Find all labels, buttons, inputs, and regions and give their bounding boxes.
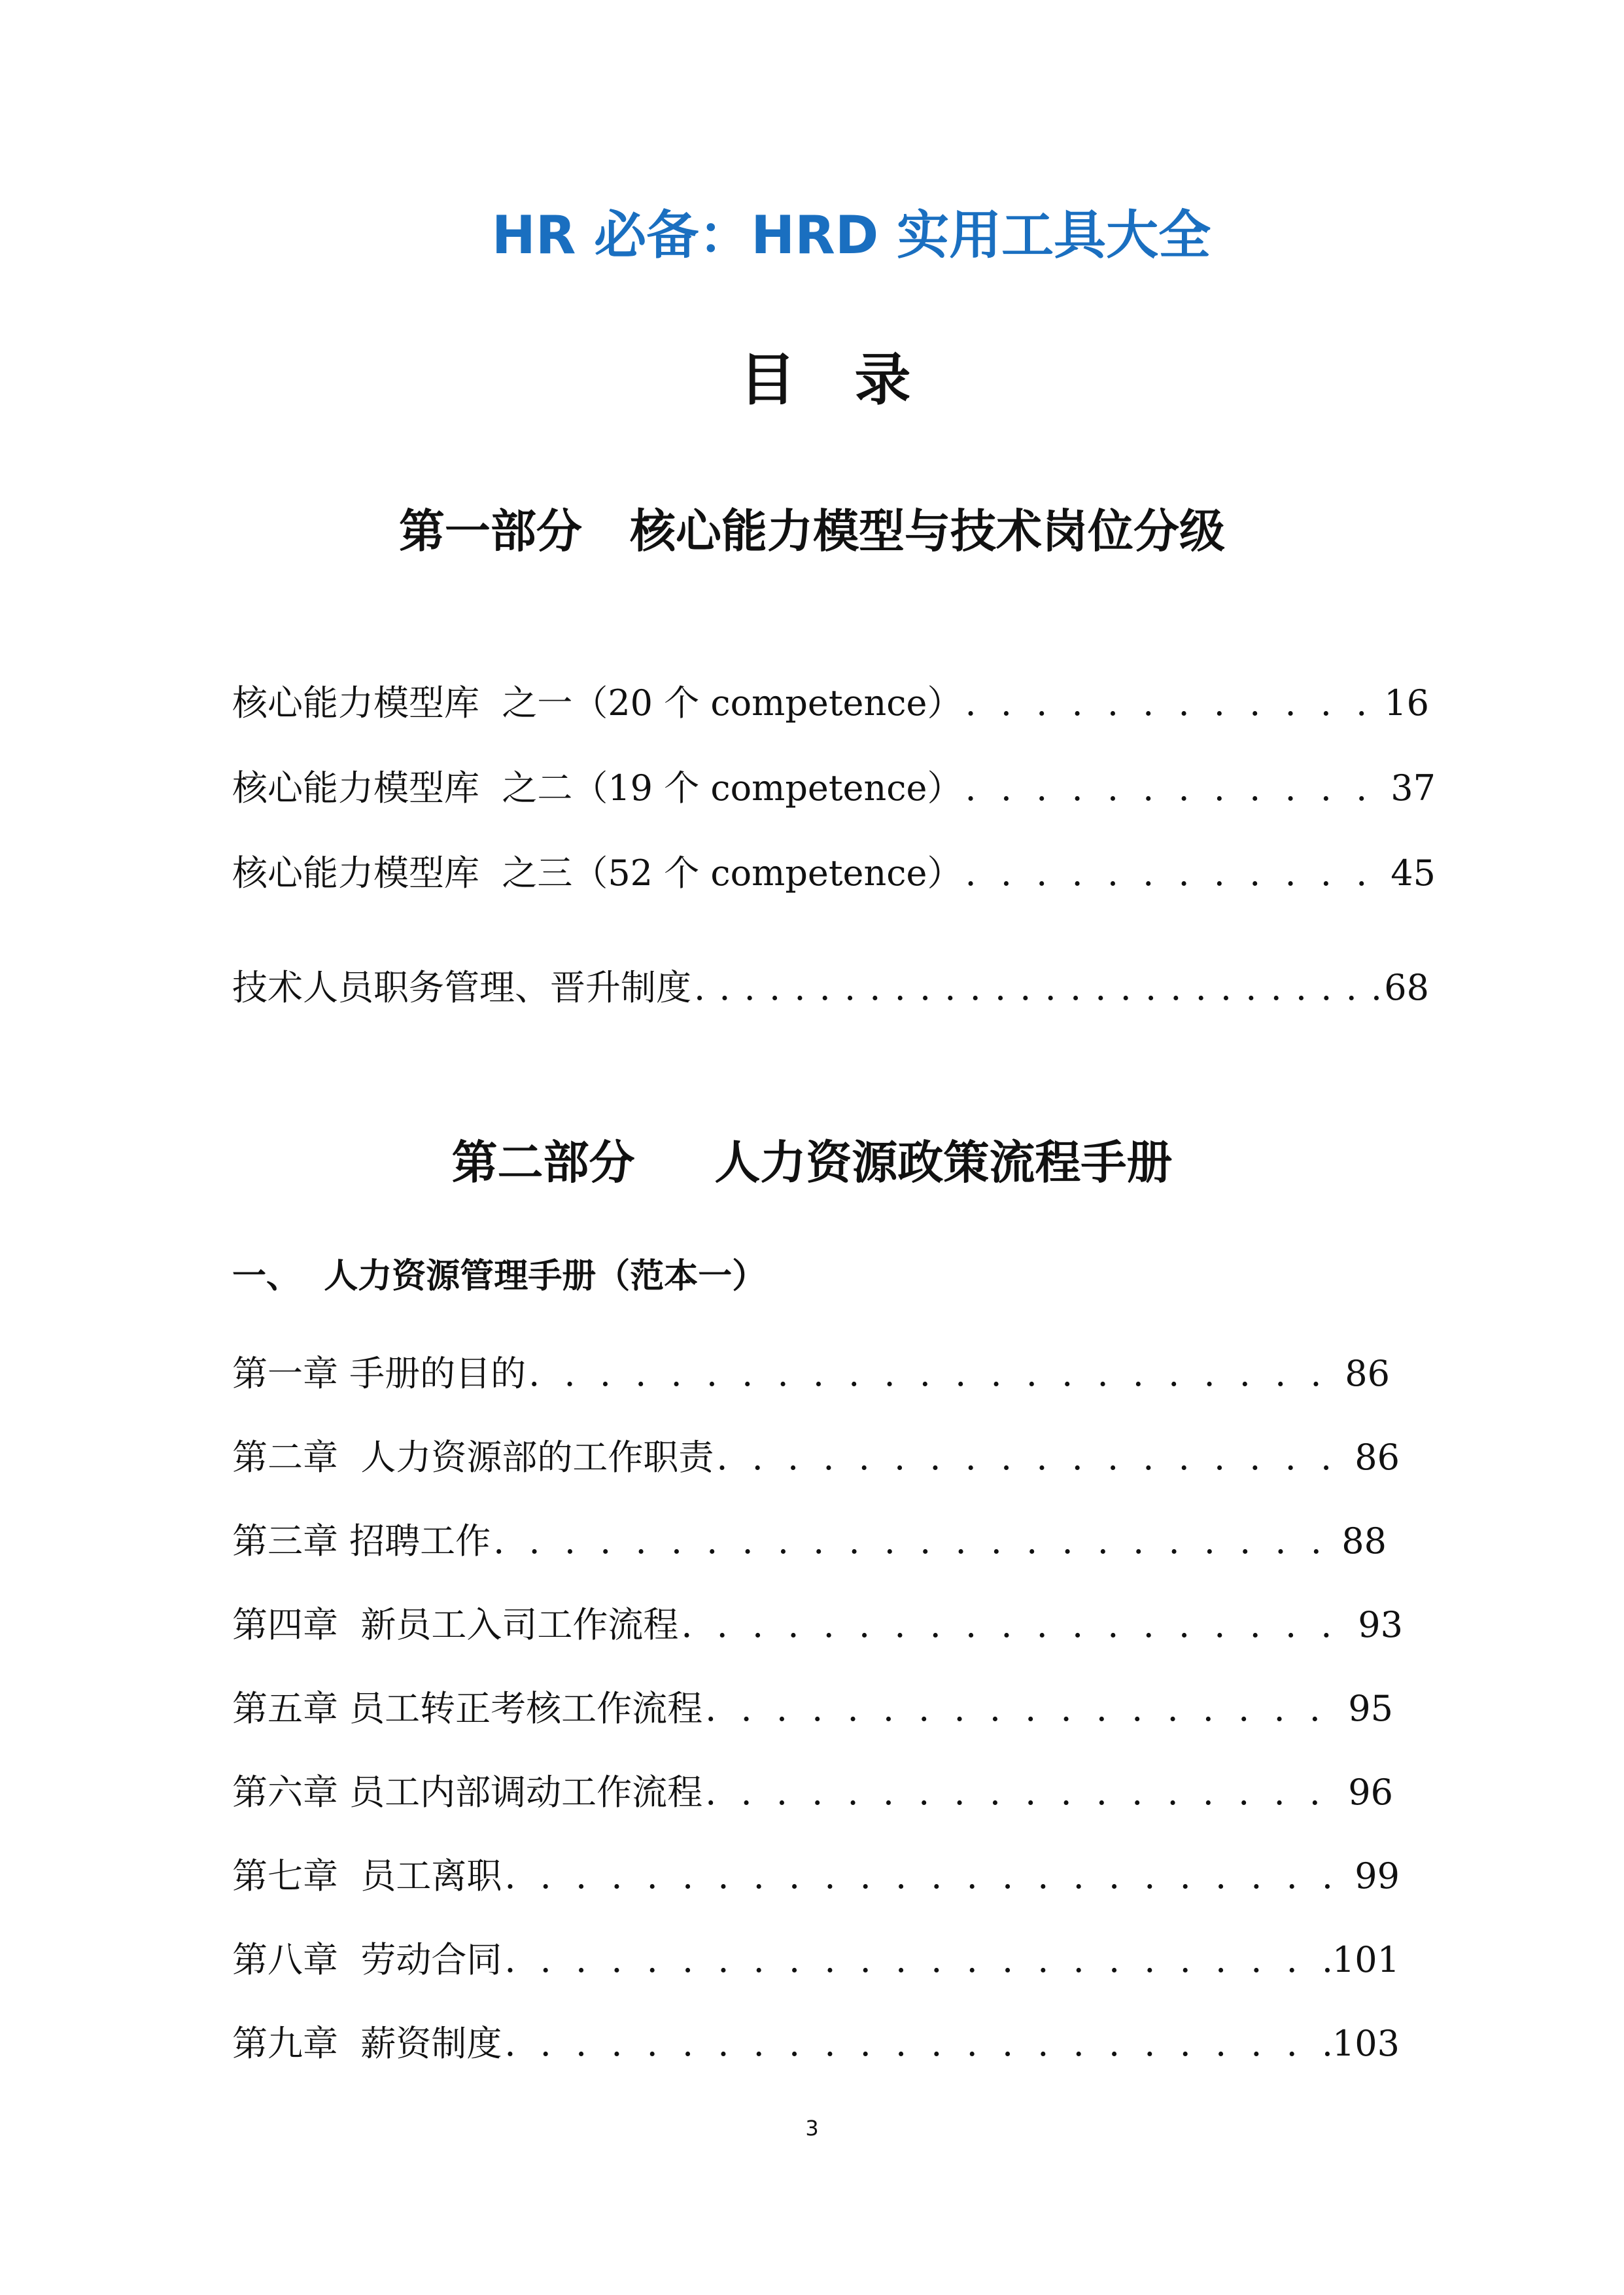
toc-entry-label: 第二章 人力资源部的工作职责 <box>232 1437 714 1478</box>
toc-entry[interactable] <box>232 680 1429 726</box>
toc-entry-label: 核心能力模型库 之一（20 个 competence） <box>232 682 963 724</box>
toc-entry[interactable] <box>232 1686 1393 1732</box>
dot-leader <box>963 765 1391 811</box>
toc-entry-label: 第一章 手册的目的 <box>232 1353 527 1394</box>
dot-leader <box>526 1351 1345 1397</box>
part-two-heading: 第二部分 人力资源政策流程手册 <box>451 1136 1173 1189</box>
dot-leader <box>702 1770 1348 1815</box>
dot-leader <box>691 965 1384 1011</box>
toc-entry-page: 37 <box>1391 767 1436 809</box>
dot-leader <box>502 1937 1332 1983</box>
document-title: HR 必备：HRD 实用工具大全 <box>491 205 1211 266</box>
toc-heading: 目录 <box>739 347 970 413</box>
dot-leader <box>502 1853 1355 1899</box>
toc-entry-page: 68 <box>1384 967 1429 1008</box>
dot-leader <box>963 850 1391 896</box>
dot-leader <box>678 1602 1358 1648</box>
toc-entry-label: 第五章 员工转正考核工作流程 <box>232 1688 703 1729</box>
toc-entry-page: 101 <box>1332 1939 1400 1980</box>
toc-entry[interactable] <box>232 2021 1400 2067</box>
toc-entry[interactable] <box>232 1770 1393 1815</box>
toc-entry-page: 16 <box>1384 682 1429 724</box>
toc-entry[interactable] <box>232 965 1429 1011</box>
toc-entry-page: 103 <box>1332 2023 1400 2064</box>
toc-entry[interactable] <box>232 765 1436 811</box>
toc-entry-page: 86 <box>1345 1353 1390 1394</box>
toc-entry-label: 第六章 员工内部调动工作流程 <box>232 1772 703 1813</box>
toc-entry-page: 86 <box>1355 1437 1400 1478</box>
toc-entry[interactable] <box>232 1937 1400 1983</box>
toc-entry-label: 第四章 新员工入司工作流程 <box>232 1604 679 1645</box>
part-one-heading: 第一部分 核心能力模型与技术岗位分级 <box>398 504 1226 558</box>
dot-leader <box>714 1435 1355 1480</box>
toc-entry-page: 88 <box>1341 1520 1387 1562</box>
toc-entry[interactable] <box>232 1351 1390 1397</box>
toc-entry[interactable] <box>232 1602 1403 1648</box>
toc-entry[interactable] <box>232 1435 1400 1480</box>
toc-entry-label: 第八章 劳动合同 <box>232 1939 502 1980</box>
toc-entry-label: 技术人员职务管理、晋升制度 <box>232 967 691 1008</box>
toc-entry-label: 第九章 薪资制度 <box>232 2023 502 2064</box>
dot-leader <box>702 1686 1348 1732</box>
toc-entry-label: 核心能力模型库 之三（52 个 competence） <box>232 852 963 894</box>
section-heading: 一、 人力资源管理手册（范本一） <box>232 1257 767 1296</box>
toc-entry-page: 95 <box>1348 1688 1393 1729</box>
toc-entry[interactable] <box>232 1853 1400 1899</box>
dot-leader <box>963 680 1385 726</box>
toc-entry-page: 45 <box>1391 852 1436 894</box>
dot-leader <box>491 1518 1341 1564</box>
toc-entry-page: 93 <box>1358 1604 1403 1645</box>
toc-entry[interactable] <box>232 1518 1387 1564</box>
toc-entry-label: 第七章 员工离职 <box>232 1855 502 1897</box>
toc-entry-page: 96 <box>1348 1772 1393 1813</box>
toc-entry-page: 99 <box>1355 1855 1400 1897</box>
page-number: 3 <box>805 2116 819 2141</box>
dot-leader <box>502 2021 1332 2067</box>
toc-entry[interactable] <box>232 850 1436 896</box>
toc-entry-label: 第三章 招聘工作 <box>232 1520 491 1562</box>
toc-entry-label: 核心能力模型库 之二（19 个 competence） <box>232 767 963 809</box>
